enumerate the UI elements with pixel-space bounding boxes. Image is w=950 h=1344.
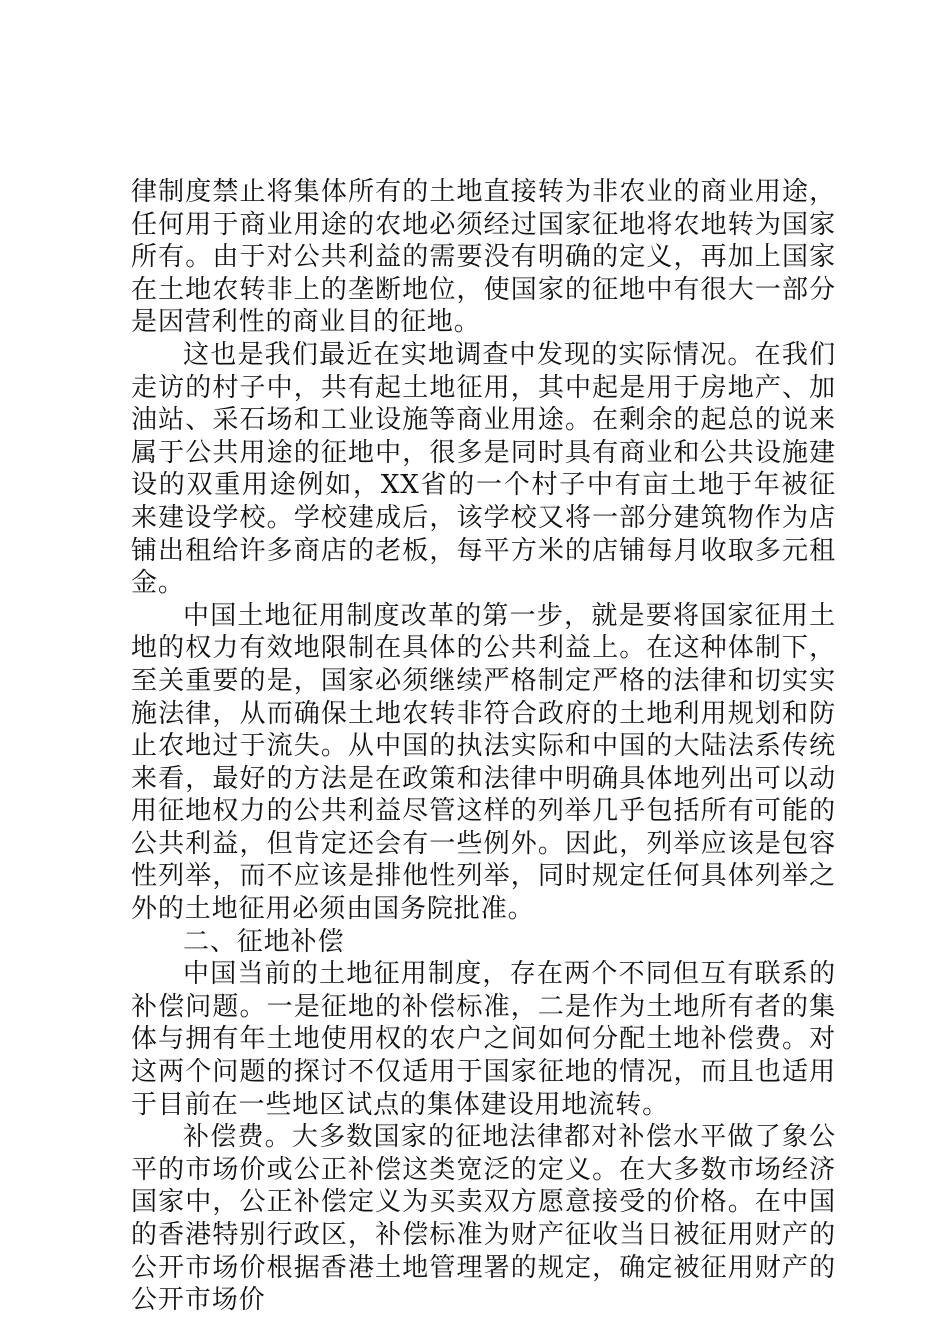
paragraph: 律制度禁止将集体所有的土地直接转为非农业的商业用途，任何用于商业用途的农地必须经过国家征地将农地转为国家所有。由于对公共利益的需要没有明确的定义，再加上国家在土地农转非上的垄断地位，使国家的征地中有很大一部分是因营利性的商业目的征地。 [131,177,836,338]
paragraph: 补偿费。大多数国家的征地法律都对补偿水平做了象公平的市场价或公正补偿这类宽泛的定义。在大多数市场经济国家中，公正补偿定义为买卖双方愿意接受的价格。在中国的香港特别行政区，补偿标准为财产征收当日被征用财产的公开市场价根据香港土地管理署的规定，确定被征用财产的公开市场价 [131,1122,836,1316]
paragraph: 中国当前的土地征用制度，存在两个不同但互有联系的补偿问题。一是征地的补偿标准，二是作为土地所有者的集体与拥有年土地使用权的农户之间如何分配土地补偿费。对这两个问题的探讨不仅适用于国家征地的情况，而且也适用于目前在一些地区试点的集体建设用地流转。 [131,959,836,1120]
paragraph: 这也是我们最近在实地调查中发现的实际情况。在我们走访的村子中，共有起土地征用，其中起是用于房地产、加油站、采石场和工业设施等商业用途。在剩余的起总的说来属于公共用途的征地中，很多是同时具有商业和公共设施建设的双重用途例如，XX省的一个村子中有亩土地于年被征来建设学校。学校建成后，该学校又将一部分建筑物作为店铺出租给许多商店的老板，每平方米的店铺每月收取多元租金。 [131,339,836,599]
paragraph: 中国土地征用制度改革的第一步，就是要将国家征用土地的权力有效地限制在具体的公共利益上。在这种体制下，至关重要的是，国家必须继续严格制定严格的法律和切实实施法律，从而确保土地农转非符合政府的土地利用规划和防止农地过于流失。从中国的执法实际和中国的大陆法系传统来看，最好的方法是在政策和法律中明确具体地列出可以动用征地权力的公共利益尽管这样的列举几乎包括所有可能的公共利益，但肯定还会有一些例外。因此，列举应该是包容性列举，而不应该是排他性列举，同时规定任何具体列举之外的土地征用必须由国务院批准。 [131,600,836,925]
section-heading: 二、征地补偿 [183,926,345,957]
body-text [131,176,836,1317]
